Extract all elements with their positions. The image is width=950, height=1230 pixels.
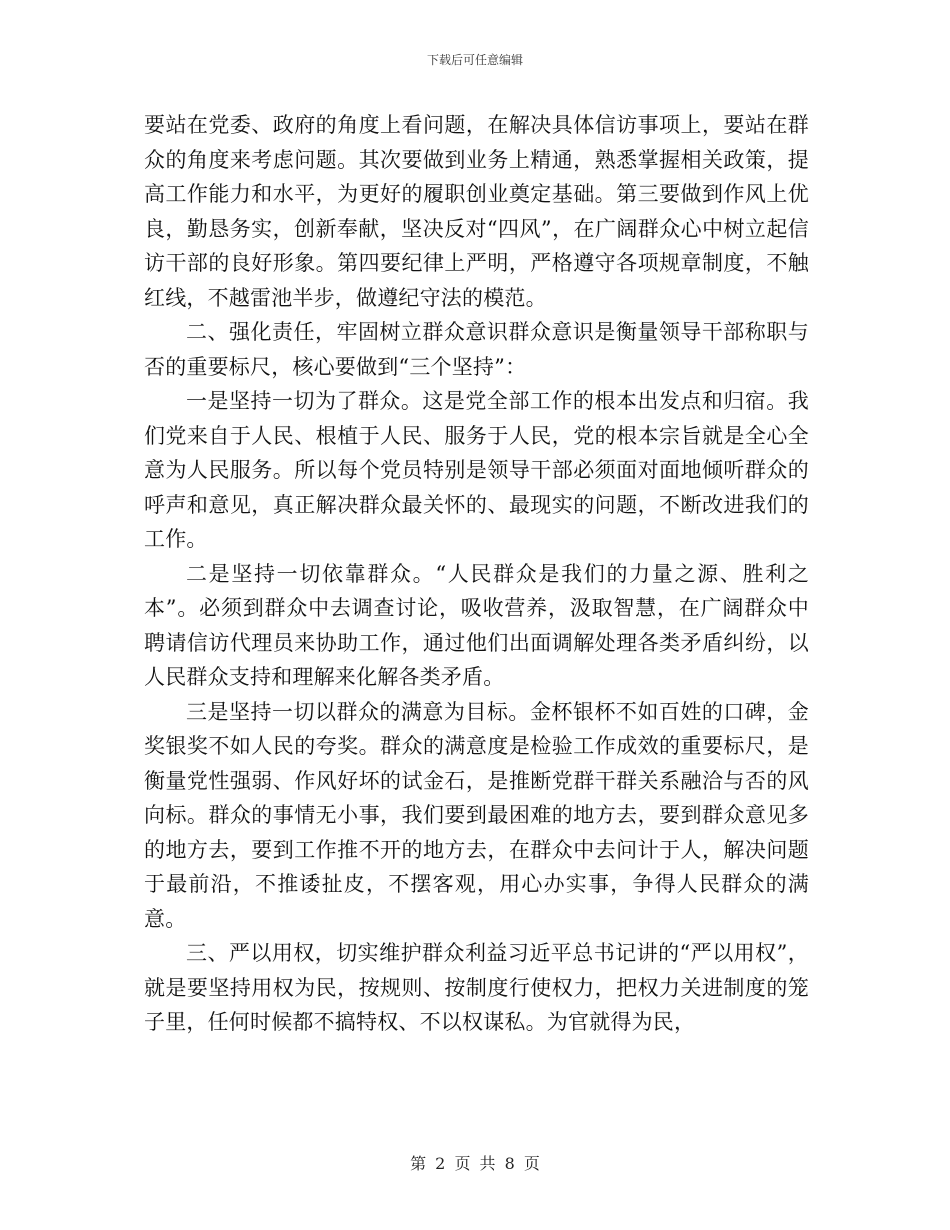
- page-number: 第 2 页 共 8 页: [410, 1154, 540, 1173]
- paragraph-section-2-heading: 二、强化责任，牢固树立群众意识群众意识是衡量领导干部称职与否的重要标尺，核心要做到“三个坚持”：: [144, 320, 809, 379]
- paragraph-section-3-heading: 三、严以用权，切实维护群众利益习近平总书记讲的“严以用权”，就是要坚持用权为民，按规则、按制度行使权力，把权力关进制度的笼子里，任何时候都不搞特权、不以权谋私。为官就得为民，: [144, 941, 809, 1034]
- paragraph-point-3: 三是坚持一切以群众的满意为目标。金杯银杯不如百姓的口碑，金奖银奖不如人民的夸奖。群众的满意度是检验工作成效的重要标尺，是衡量党性强弱、作风好坏的试金石，是推断党群干群关系融洽与否的风向标。群众的事情无小事，我们要到最困难的地方去，要到群众意见多的地方去，要到工作推不开的地方去，在群众中去问计于人，解决问题于最前沿，不推诿扯皮，不摆客观，用心办实事，争得人民群众的满意。: [144, 699, 809, 931]
- paragraph-continued: 要站在党委、政府的角度上看问题，在解决具体信访事项上，要站在群众的角度来考虑问题。其次要做到业务上精通，熟悉掌握相关政策，提高工作能力和水平，为更好的履职创业奠定基础。第三要做到作风上优良，勤恳务实，创新奉献，坚决反对“四风”，在广阔群众心中树立起信访干部的良好形象。第四要纪律上严明，严格遵守各项规章制度，不触红线，不越雷池半步，做遵纪守法的模范。: [144, 113, 809, 310]
- page-header: 下载后可任意编辑: [426, 53, 523, 67]
- document-body: [144, 108, 809, 1040]
- paragraph-point-1: 一是坚持一切为了群众。这是党全部工作的根本出发点和归宿。我们党来自于人民、根植于人民、服务于人民，党的根本宗旨就是全心全意为人民服务。所以每个党员特别是领导干部必须面对面地倾听群众的呼声和意见，真正解决群众最关怀的、最现实的问题，不断改进我们的工作。: [144, 389, 809, 551]
- paragraph-point-2: 二是坚持一切依靠群众。“人民群众是我们的力量之源、胜利之本”。必须到群众中去调查讨论，吸收营养，汲取智慧，在广阔群众中聘请信访代理员来协助工作，通过他们出面调解处理各类矛盾纠纷，以人民群众支持和理解来化解各类矛盾。: [144, 561, 809, 689]
